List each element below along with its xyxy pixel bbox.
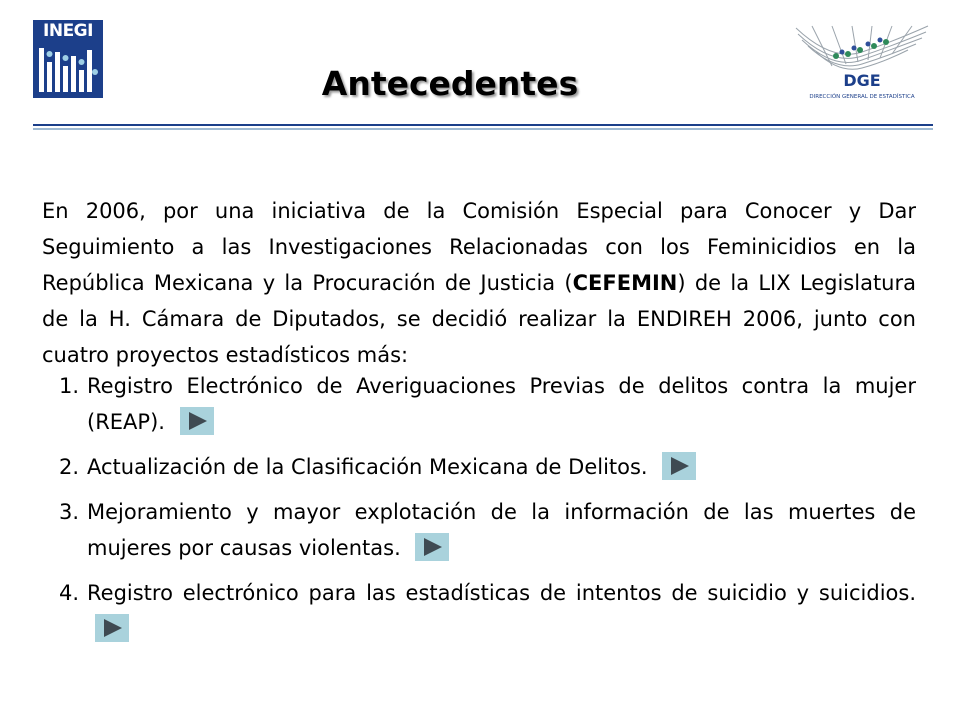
dge-logo-subtitle: DIRECCIÓN GENERAL DE ESTADÍSTICA <box>809 94 915 100</box>
header-divider <box>33 124 933 126</box>
inegi-logo-text: INEGI <box>33 20 103 42</box>
intro-paragraph <box>42 193 916 373</box>
list-item <box>42 368 916 440</box>
play-arrow-icon[interactable] <box>180 407 214 435</box>
intro-text-part2: ) de la LIX Legislatura de la H. Cámara de Diputados, se decidió realizar la ENDIREH 2006, junto con cuatro proyectos estadísticos más: <box>42 271 916 367</box>
header-divider-light <box>33 128 933 130</box>
list-item-number: 3. <box>59 500 80 524</box>
play-arrow-icon[interactable] <box>95 614 129 642</box>
list-item-number: 1. <box>59 374 80 398</box>
play-arrow-icon[interactable] <box>662 452 696 480</box>
list-item <box>42 449 916 485</box>
list-item-number: 2. <box>59 455 80 479</box>
list-item-text: Registro electrónico para las estadísticas de intentos de suicidio y suicidios. <box>87 581 916 605</box>
list-item-number: 4. <box>59 581 80 605</box>
list-item-text: Mejoramiento y mayor explotación de la información de las muertes de mujeres por causas violentas. <box>87 500 916 560</box>
list-item <box>42 494 916 566</box>
intro-text-part1: En 2006, por una iniciativa de la Comisión Especial para Conocer y Dar Seguimiento a las Investigaciones Relacionadas con los Feminicidios en la República Mexicana y la Procuración de Justicia ( <box>42 199 916 295</box>
list-item-text: Actualización de la Clasificación Mexicana de Delitos. <box>87 455 648 479</box>
dge-logo-text: DGE <box>843 71 881 90</box>
list-item <box>42 575 916 647</box>
intro-text-bold: CEFEMIN <box>572 271 678 295</box>
play-arrow-icon[interactable] <box>415 533 449 561</box>
page-title: Antecedentes <box>321 64 579 103</box>
list-item-text: Registro Electrónico de Averiguaciones Previas de delitos contra la mujer (REAP). <box>87 374 916 434</box>
project-list <box>42 368 916 656</box>
